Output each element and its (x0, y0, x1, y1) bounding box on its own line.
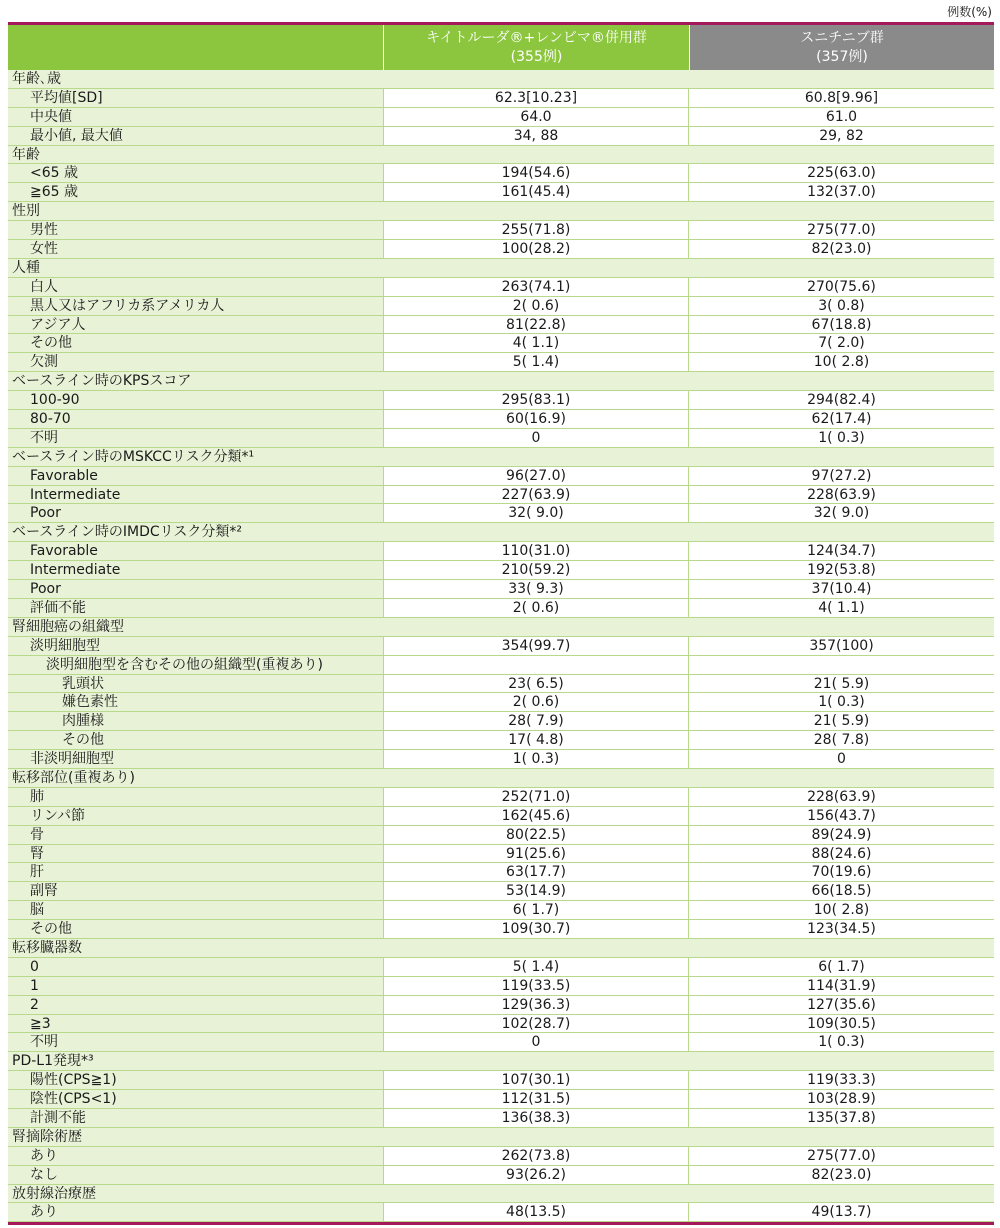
category-label: 年齢､歳 (8, 70, 994, 88)
table-row (8, 334, 994, 353)
row-label: 2 (8, 996, 384, 1014)
group2-value: 228(63.9) (689, 486, 994, 504)
row-label: 100-90 (8, 391, 384, 409)
row-label: あり (8, 1203, 384, 1221)
group2-value: 124(34.7) (689, 542, 994, 560)
row-label: 乳頭状 (8, 675, 384, 693)
group1-value: 34, 88 (384, 127, 689, 145)
group2-value: 225(63.0) (689, 164, 994, 182)
row-label: 平均値[SD] (8, 89, 384, 107)
group1-value: 93(26.2) (384, 1166, 689, 1184)
group2-value: 61.0 (689, 108, 994, 126)
category-row (8, 769, 994, 788)
table-row (8, 882, 994, 901)
row-label: 計測不能 (8, 1109, 384, 1127)
category-row (8, 259, 994, 278)
category-row (8, 70, 994, 89)
row-label: 肉腫様 (8, 712, 384, 730)
row-label: 淡明細胞型を含むその他の組織型(重複あり) (8, 656, 384, 674)
table-row (8, 504, 994, 523)
table-row (8, 486, 994, 505)
table-row (8, 996, 994, 1015)
category-label: 転移部位(重複あり) (8, 769, 994, 787)
group2-value: 294(82.4) (689, 391, 994, 409)
group2-value: 135(37.8) (689, 1109, 994, 1127)
group1-value: 109(30.7) (384, 920, 689, 938)
group1-value: 80(22.5) (384, 826, 689, 844)
category-label: 年齢 (8, 146, 994, 164)
group1-value: 136(38.3) (384, 1109, 689, 1127)
group2-value: 82(23.0) (689, 240, 994, 258)
group2-value: 89(24.9) (689, 826, 994, 844)
group2-value: 4( 1.1) (689, 599, 994, 617)
row-label: その他 (8, 920, 384, 938)
row-label: 0 (8, 958, 384, 976)
group2-value: 88(24.6) (689, 845, 994, 863)
group2-value: 275(77.0) (689, 221, 994, 239)
group1-value: 17( 4.8) (384, 731, 689, 749)
table-row (8, 183, 994, 202)
row-label: 肝 (8, 863, 384, 881)
row-label: リンパ節 (8, 807, 384, 825)
group2-value: 1( 0.3) (689, 1033, 994, 1051)
row-label: 最小値, 最大値 (8, 127, 384, 145)
group2-value: 10( 2.8) (689, 901, 994, 919)
row-label: 80-70 (8, 410, 384, 428)
group1-value: 2( 0.6) (384, 297, 689, 315)
table-row (8, 675, 994, 694)
group1-value: 32( 9.0) (384, 504, 689, 522)
row-label: 黒人又はアフリカ系アメリカ人 (8, 297, 384, 315)
group1-value: 210(59.2) (384, 561, 689, 579)
table-row (8, 278, 994, 297)
table-row (8, 580, 994, 599)
table-row (8, 712, 994, 731)
group1-value: 53(14.9) (384, 882, 689, 900)
table-row (8, 240, 994, 259)
group1-value: 96(27.0) (384, 467, 689, 485)
group2-value: 109(30.5) (689, 1015, 994, 1033)
group1-value: 33( 9.3) (384, 580, 689, 598)
row-label: 中央値 (8, 108, 384, 126)
table-row (8, 1203, 994, 1222)
table-row (8, 920, 994, 939)
group1-value: 48(13.5) (384, 1203, 689, 1221)
row-label: 評価不能 (8, 599, 384, 617)
row-label: 嫌色素性 (8, 693, 384, 711)
group2-value: 29, 82 (689, 127, 994, 145)
row-label: Intermediate (8, 486, 384, 504)
table-row (8, 656, 994, 675)
group1-value: 81(22.8) (384, 316, 689, 334)
row-label: その他 (8, 334, 384, 352)
group2-value: 228(63.9) (689, 788, 994, 806)
category-row (8, 202, 994, 221)
category-row (8, 448, 994, 467)
table-row (8, 788, 994, 807)
row-label: 男性 (8, 221, 384, 239)
group2-value: 37(10.4) (689, 580, 994, 598)
table-row (8, 599, 994, 618)
header-group2-name: スニチニブ群 (800, 29, 884, 46)
group1-value: 119(33.5) (384, 977, 689, 995)
group1-value: 102(28.7) (384, 1015, 689, 1033)
table-row (8, 89, 994, 108)
group2-value (689, 656, 994, 674)
group2-value: 270(75.6) (689, 278, 994, 296)
row-label: Favorable (8, 467, 384, 485)
group2-value: 357(100) (689, 637, 994, 655)
category-row (8, 618, 994, 637)
group2-value: 3( 0.8) (689, 297, 994, 315)
group1-value: 263(74.1) (384, 278, 689, 296)
row-label: あり (8, 1147, 384, 1165)
table-row (8, 297, 994, 316)
group1-value: 4( 1.1) (384, 334, 689, 352)
group2-value: 82(23.0) (689, 1166, 994, 1184)
baseline-characteristics-table (8, 22, 994, 1225)
row-label: 腎 (8, 845, 384, 863)
table-row (8, 1090, 994, 1109)
table-bottom-rule (8, 1222, 994, 1225)
table-row (8, 353, 994, 372)
row-label: 女性 (8, 240, 384, 258)
group1-value: 62.3[10.23] (384, 89, 689, 107)
group1-value: 262(73.8) (384, 1147, 689, 1165)
table-row (8, 164, 994, 183)
group1-value: 162(45.6) (384, 807, 689, 825)
row-label: 陰性(CPS<1) (8, 1090, 384, 1108)
row-label: 非淡明細胞型 (8, 750, 384, 768)
group2-value: 156(43.7) (689, 807, 994, 825)
group2-value: 7( 2.0) (689, 334, 994, 352)
row-label: ≧65 歳 (8, 183, 384, 201)
group1-value (384, 656, 689, 674)
row-label: 白人 (8, 278, 384, 296)
group1-value: 227(63.9) (384, 486, 689, 504)
table-row (8, 1033, 994, 1052)
table-row (8, 901, 994, 920)
group1-value: 1( 0.3) (384, 750, 689, 768)
group1-value: 23( 6.5) (384, 675, 689, 693)
table-row (8, 1166, 994, 1185)
table-body (8, 70, 994, 1222)
table-row (8, 958, 994, 977)
group2-value: 49(13.7) (689, 1203, 994, 1221)
category-row (8, 939, 994, 958)
row-label: 肺 (8, 788, 384, 806)
category-label: PD-L1発現*³ (8, 1052, 994, 1070)
group2-value: 97(27.2) (689, 467, 994, 485)
category-label: 腎細胞癌の組織型 (8, 618, 994, 636)
header-group2 (689, 25, 994, 70)
group1-value: 112(31.5) (384, 1090, 689, 1108)
group2-value: 62(17.4) (689, 410, 994, 428)
header-group1-n: (355例) (510, 48, 563, 65)
category-row (8, 146, 994, 165)
row-label: 陽性(CPS≧1) (8, 1071, 384, 1089)
header-group1-name: キイトルーダ®+レンビマ®併用群 (426, 29, 647, 46)
group1-value: 60(16.9) (384, 410, 689, 428)
table-row (8, 693, 994, 712)
row-label: なし (8, 1166, 384, 1184)
table-row (8, 637, 994, 656)
table-row (8, 807, 994, 826)
unit-label: 例数(%) (947, 5, 992, 19)
group1-value: 129(36.3) (384, 996, 689, 1014)
group2-value: 6( 1.7) (689, 958, 994, 976)
group2-value: 67(18.8) (689, 316, 994, 334)
table-row (8, 127, 994, 146)
group2-value: 1( 0.3) (689, 429, 994, 447)
table-row (8, 542, 994, 561)
row-label: アジア人 (8, 316, 384, 334)
table-row (8, 561, 994, 580)
table-header (8, 25, 994, 70)
row-label: <65 歳 (8, 164, 384, 182)
group1-value: 5( 1.4) (384, 958, 689, 976)
category-label: 性別 (8, 202, 994, 220)
category-label: ベースライン時のKPSスコア (8, 372, 994, 390)
table-row (8, 731, 994, 750)
table-row (8, 863, 994, 882)
category-row (8, 1052, 994, 1071)
group1-value: 6( 1.7) (384, 901, 689, 919)
group1-value: 2( 0.6) (384, 599, 689, 617)
category-label: 転移臓器数 (8, 939, 994, 957)
group2-value: 1( 0.3) (689, 693, 994, 711)
group2-value: 275(77.0) (689, 1147, 994, 1165)
category-label: ベースライン時のMSKCCリスク分類*¹ (8, 448, 994, 466)
row-label: Favorable (8, 542, 384, 560)
row-label: Poor (8, 580, 384, 598)
header-blank-cell (8, 25, 384, 70)
table-row (8, 467, 994, 486)
group2-value: 127(35.6) (689, 996, 994, 1014)
category-label: 放射線治療歴 (8, 1185, 994, 1203)
group2-value: 132(37.0) (689, 183, 994, 201)
group2-value: 21( 5.9) (689, 675, 994, 693)
row-label: 骨 (8, 826, 384, 844)
group1-value: 110(31.0) (384, 542, 689, 560)
group2-value: 32( 9.0) (689, 504, 994, 522)
table-row (8, 410, 994, 429)
group1-value: 100(28.2) (384, 240, 689, 258)
group2-value: 114(31.9) (689, 977, 994, 995)
group1-value: 255(71.8) (384, 221, 689, 239)
group1-value: 0 (384, 1033, 689, 1051)
row-label: Intermediate (8, 561, 384, 579)
table-row (8, 316, 994, 335)
group2-value: 21( 5.9) (689, 712, 994, 730)
group2-value: 70(19.6) (689, 863, 994, 881)
row-label: 不明 (8, 1033, 384, 1051)
table-row (8, 108, 994, 127)
category-row (8, 1128, 994, 1147)
group2-value: 0 (689, 750, 994, 768)
group2-value: 66(18.5) (689, 882, 994, 900)
group2-value: 123(34.5) (689, 920, 994, 938)
table-row (8, 845, 994, 864)
row-label: 不明 (8, 429, 384, 447)
group1-value: 194(54.6) (384, 164, 689, 182)
table-row (8, 1109, 994, 1128)
table-row (8, 391, 994, 410)
group1-value: 64.0 (384, 108, 689, 126)
table-row (8, 1071, 994, 1090)
category-label: ベースライン時のIMDCリスク分類*² (8, 523, 994, 541)
group1-value: 91(25.6) (384, 845, 689, 863)
category-row (8, 372, 994, 391)
row-label: Poor (8, 504, 384, 522)
group1-value: 354(99.7) (384, 637, 689, 655)
row-label: その他 (8, 731, 384, 749)
header-group2-n: (357例) (816, 48, 868, 65)
group2-value: 103(28.9) (689, 1090, 994, 1108)
group1-value: 107(30.1) (384, 1071, 689, 1089)
row-label: 脳 (8, 901, 384, 919)
table-row (8, 429, 994, 448)
category-label: 人種 (8, 259, 994, 277)
table-row (8, 750, 994, 769)
group1-value: 5( 1.4) (384, 353, 689, 371)
row-label: 1 (8, 977, 384, 995)
group1-value: 295(83.1) (384, 391, 689, 409)
group1-value: 161(45.4) (384, 183, 689, 201)
row-label: 副腎 (8, 882, 384, 900)
table-row (8, 1147, 994, 1166)
category-row (8, 1185, 994, 1204)
table-row (8, 826, 994, 845)
table-row (8, 977, 994, 996)
row-label: ≧3 (8, 1015, 384, 1033)
group1-value: 252(71.0) (384, 788, 689, 806)
group2-value: 60.8[9.96] (689, 89, 994, 107)
group2-value: 119(33.3) (689, 1071, 994, 1089)
group2-value: 28( 7.8) (689, 731, 994, 749)
group2-value: 10( 2.8) (689, 353, 994, 371)
row-label: 欠測 (8, 353, 384, 371)
row-label: 淡明細胞型 (8, 637, 384, 655)
category-row (8, 523, 994, 542)
category-label: 腎摘除術歴 (8, 1128, 994, 1146)
group1-value: 0 (384, 429, 689, 447)
group1-value: 2( 0.6) (384, 693, 689, 711)
group2-value: 192(53.8) (689, 561, 994, 579)
group1-value: 63(17.7) (384, 863, 689, 881)
group1-value: 28( 7.9) (384, 712, 689, 730)
table-row (8, 221, 994, 240)
table-row (8, 1015, 994, 1034)
header-group1 (384, 25, 689, 70)
